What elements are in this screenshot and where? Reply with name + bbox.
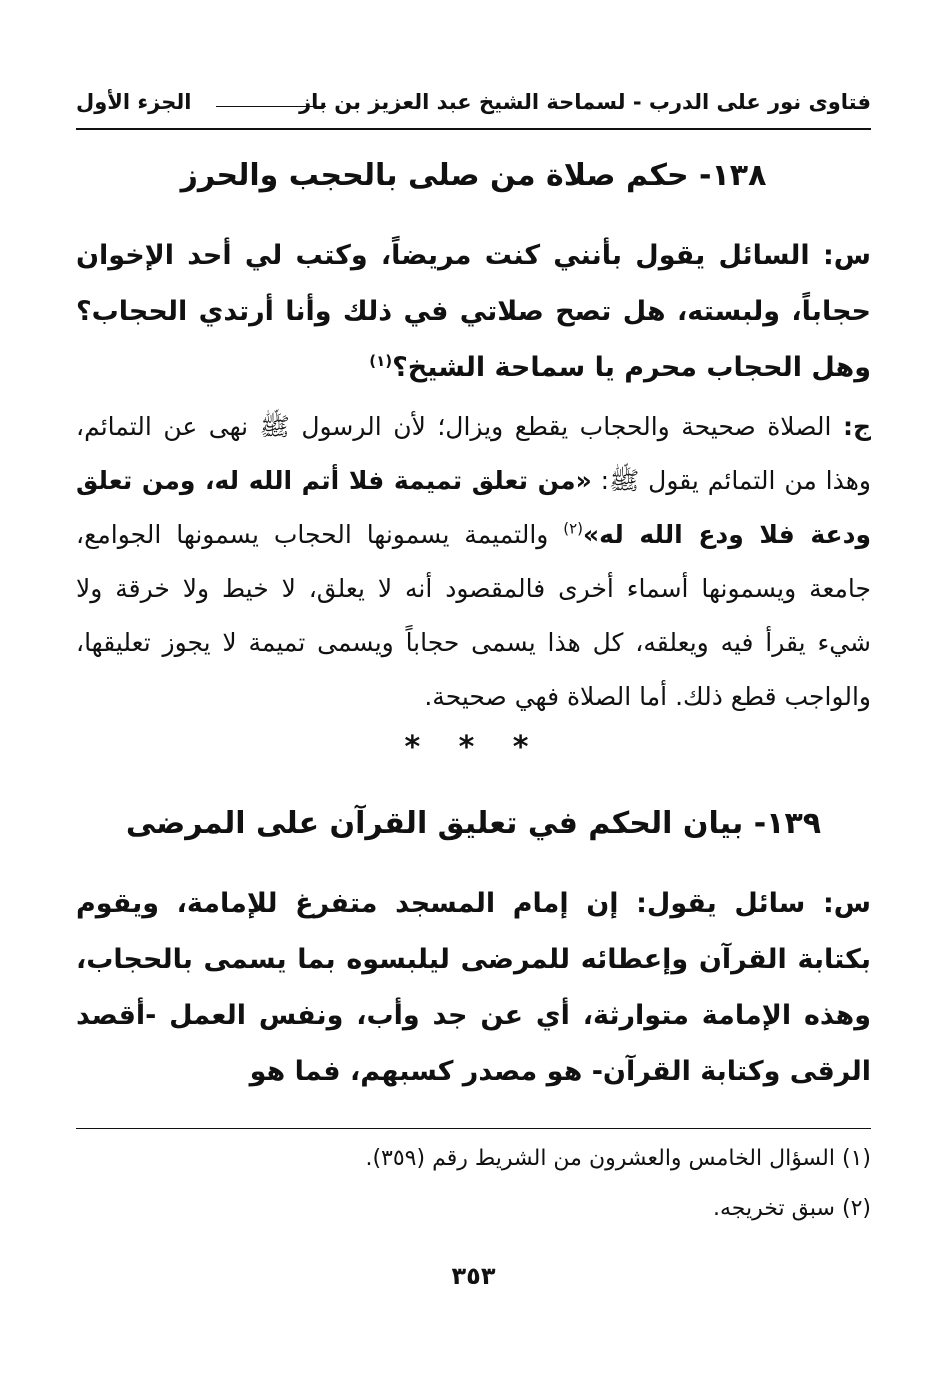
- page-number: ٣٥٣: [451, 1262, 496, 1290]
- header-volume: الجزء الأول: [76, 90, 192, 114]
- running-header: [76, 88, 871, 130]
- footnote-ref-1: (١): [369, 352, 393, 370]
- question-marker: س:: [822, 888, 871, 919]
- section-title-139: ١٣٩- بيان الحكم في تعليق القرآن على المرضى: [125, 806, 822, 841]
- answer-marker: ج:: [842, 412, 871, 441]
- question-text: سائل يقول: إن إمام المسجد متفرغ للإمامة، ويقوم بكتابة القرآن وإعطائه للمرضى ليلبسوه بما يسمى بالحجاب، وهذه الإمامة متوارثة، أي عن جد وأب، ونفس العمل -أقصد الرقى وكتابة القرآن- هو مصدر كسبهم، فما هو: [76, 888, 871, 1087]
- question-marker: س:: [822, 240, 871, 271]
- footnote-ref-2: (٢): [563, 519, 584, 538]
- answer-138: [76, 400, 871, 724]
- question-text: السائل يقول بأنني كنت مريضاً، وكتب لي أحد الإخوان حجاباً، ولبسته، هل تصح صلاتي في ذلك وأنا أرتدي الحجاب؟ وهل الحجاب محرم يا سماحة الشيخ؟: [76, 240, 871, 383]
- section-separator: * * *: [404, 730, 543, 765]
- footnote-rule: [76, 1128, 871, 1129]
- question-139: [76, 876, 871, 1100]
- footnote-1: (١) السؤال الخامس والعشرون من الشريط رقم (٣٥٩).: [365, 1146, 871, 1171]
- header-dash-line: [216, 106, 326, 107]
- question-138: [76, 228, 871, 396]
- hadith-quote: «من تعلق تميمة فلا أتم الله له، ومن تعلق ودعة فلا ودع الله له»: [76, 466, 872, 549]
- answer-text-part2: والتميمة يسمونها الحجاب يسمونها الجوامع، جامعة ويسمونها أسماء أخرى فالمقصود أنه لا يعلق، لا خيط ولا خرقة ولا شيء يقرأ فيه ويعلقه، كل هذا يسمى حجاباً ويسمى تميمة لا يجوز تعليقها، والواجب قطع ذلك. أما الصلاة فهي صحيحة.: [76, 520, 871, 711]
- section-title-138: ١٣٨- حكم صلاة من صلى بالحجب والحرز: [180, 158, 767, 193]
- answer-text-part1: الصلاة صحيحة والحجاب يقطع ويزال؛ لأن الرسول ﷺ نهى عن التمائم، وهذا من التمائم يقول ﷺ:: [76, 412, 871, 495]
- footnote-2: (٢) سبق تخريجه.: [713, 1196, 871, 1221]
- header-book-title: فتاوى نور على الدرب - لسماحة الشيخ عبد العزيز بن باز: [299, 90, 871, 114]
